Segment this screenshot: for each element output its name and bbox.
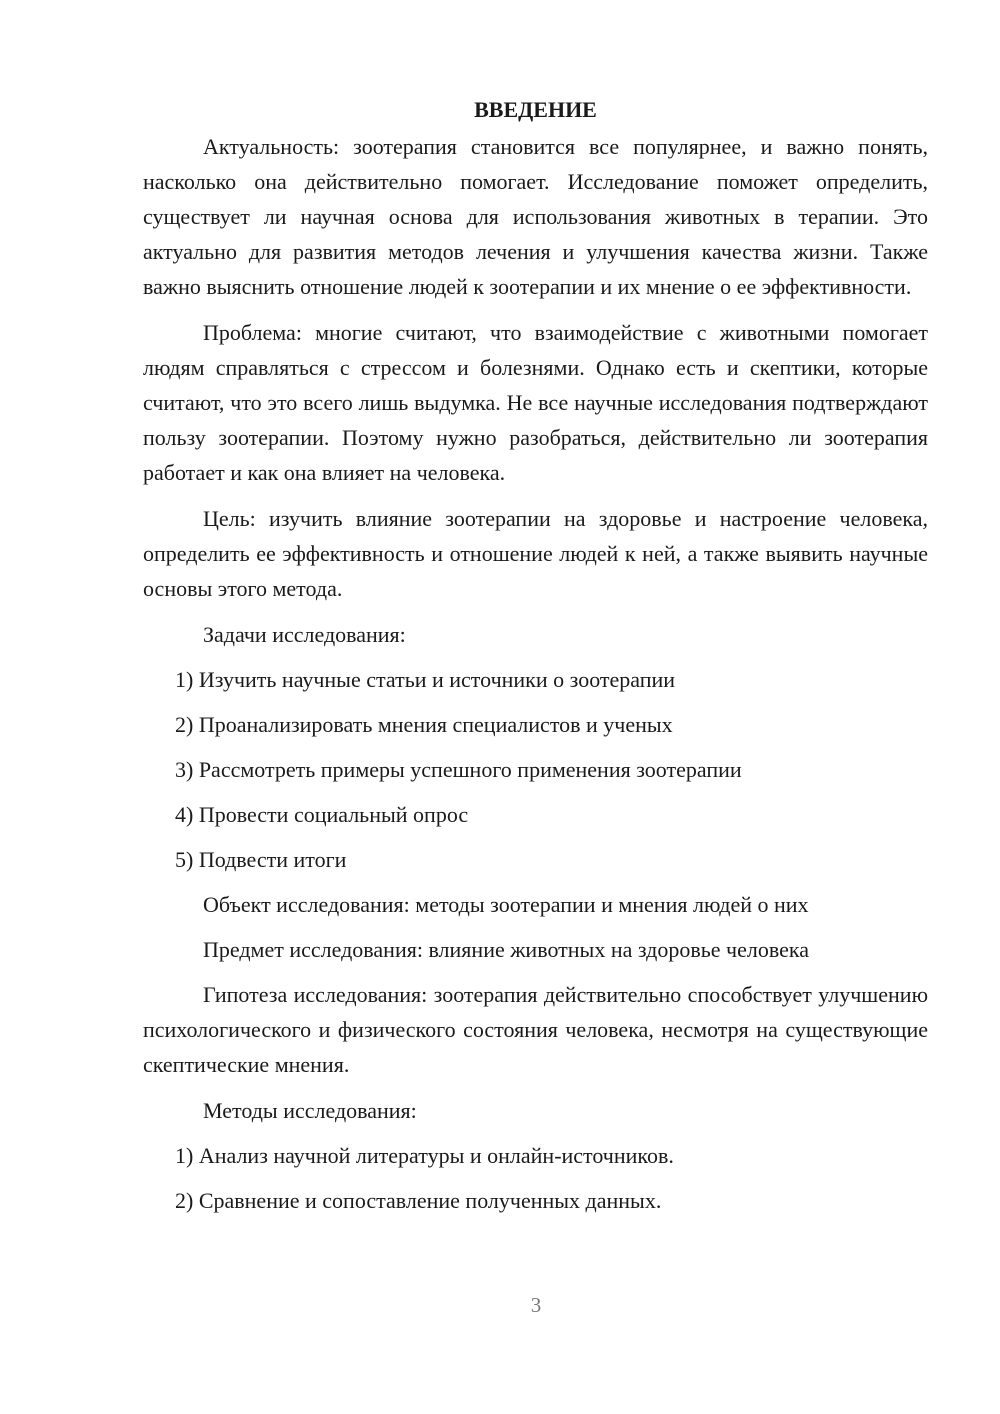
goal-paragraph: Цель: изучить влияние зоотерапии на здоровье и настроение человека, определить ее эффективность и отношение людей к ней, а также выявить научные основы этого метода. (143, 506, 928, 601)
relevance-paragraph: Актуальность: зоотерапия становится все популярнее, и важно понять, насколько она действительно помогает. Исследование поможет определить, существует ли научная основа для использования животных в терапии. Это актуально для развития методов лечения и улучшения качества жизни. Также важно выяснить отношение людей к зоотерапии и их мнение о ее эффективности. (143, 134, 928, 299)
subject-line: Предмет исследования: влияние животных на здоровье человека (203, 937, 809, 962)
method-item: 1) Анализ научной литературы и онлайн-источников. (175, 1143, 674, 1168)
problem-paragraph: Проблема: многие считают, что взаимодействие с животными помогает людям справляться с стрессом и болезнями. Однако есть и скептики, которые считают, что это всего лишь выдумка. Не все научные исследования подтверждают пользу зоотерапии. Поэтому нужно разобраться, действительно ли зоотерапия работает и как она влияет на человека. (143, 320, 928, 485)
task-item: 3) Рассмотреть примеры успешного применения зоотерапии (175, 757, 742, 782)
tasks-heading: Задачи исследования: (203, 622, 406, 647)
section-title: ВВЕДЕНИЕ (474, 97, 597, 122)
object-line: Объект исследования: методы зоотерапии и мнения людей о них (203, 892, 809, 917)
task-item: 5) Подвести итоги (175, 847, 347, 872)
page-number: 3 (530, 1293, 542, 1317)
task-item: 2) Проанализировать мнения специалистов и ученых (175, 712, 673, 737)
document-page (143, 92, 928, 1228)
hypothesis-paragraph: Гипотеза исследования: зоотерапия действительно способствует улучшению психологического и физического состояния человека, несмотря на существующие скептические мнения. (143, 982, 928, 1077)
task-item: 1) Изучить научные статьи и источники о зоотерапии (175, 667, 676, 692)
method-item: 2) Сравнение и сопоставление полученных данных. (175, 1188, 662, 1213)
methods-heading: Методы исследования: (203, 1098, 417, 1123)
task-item: 4) Провести социальный опрос (175, 802, 469, 827)
